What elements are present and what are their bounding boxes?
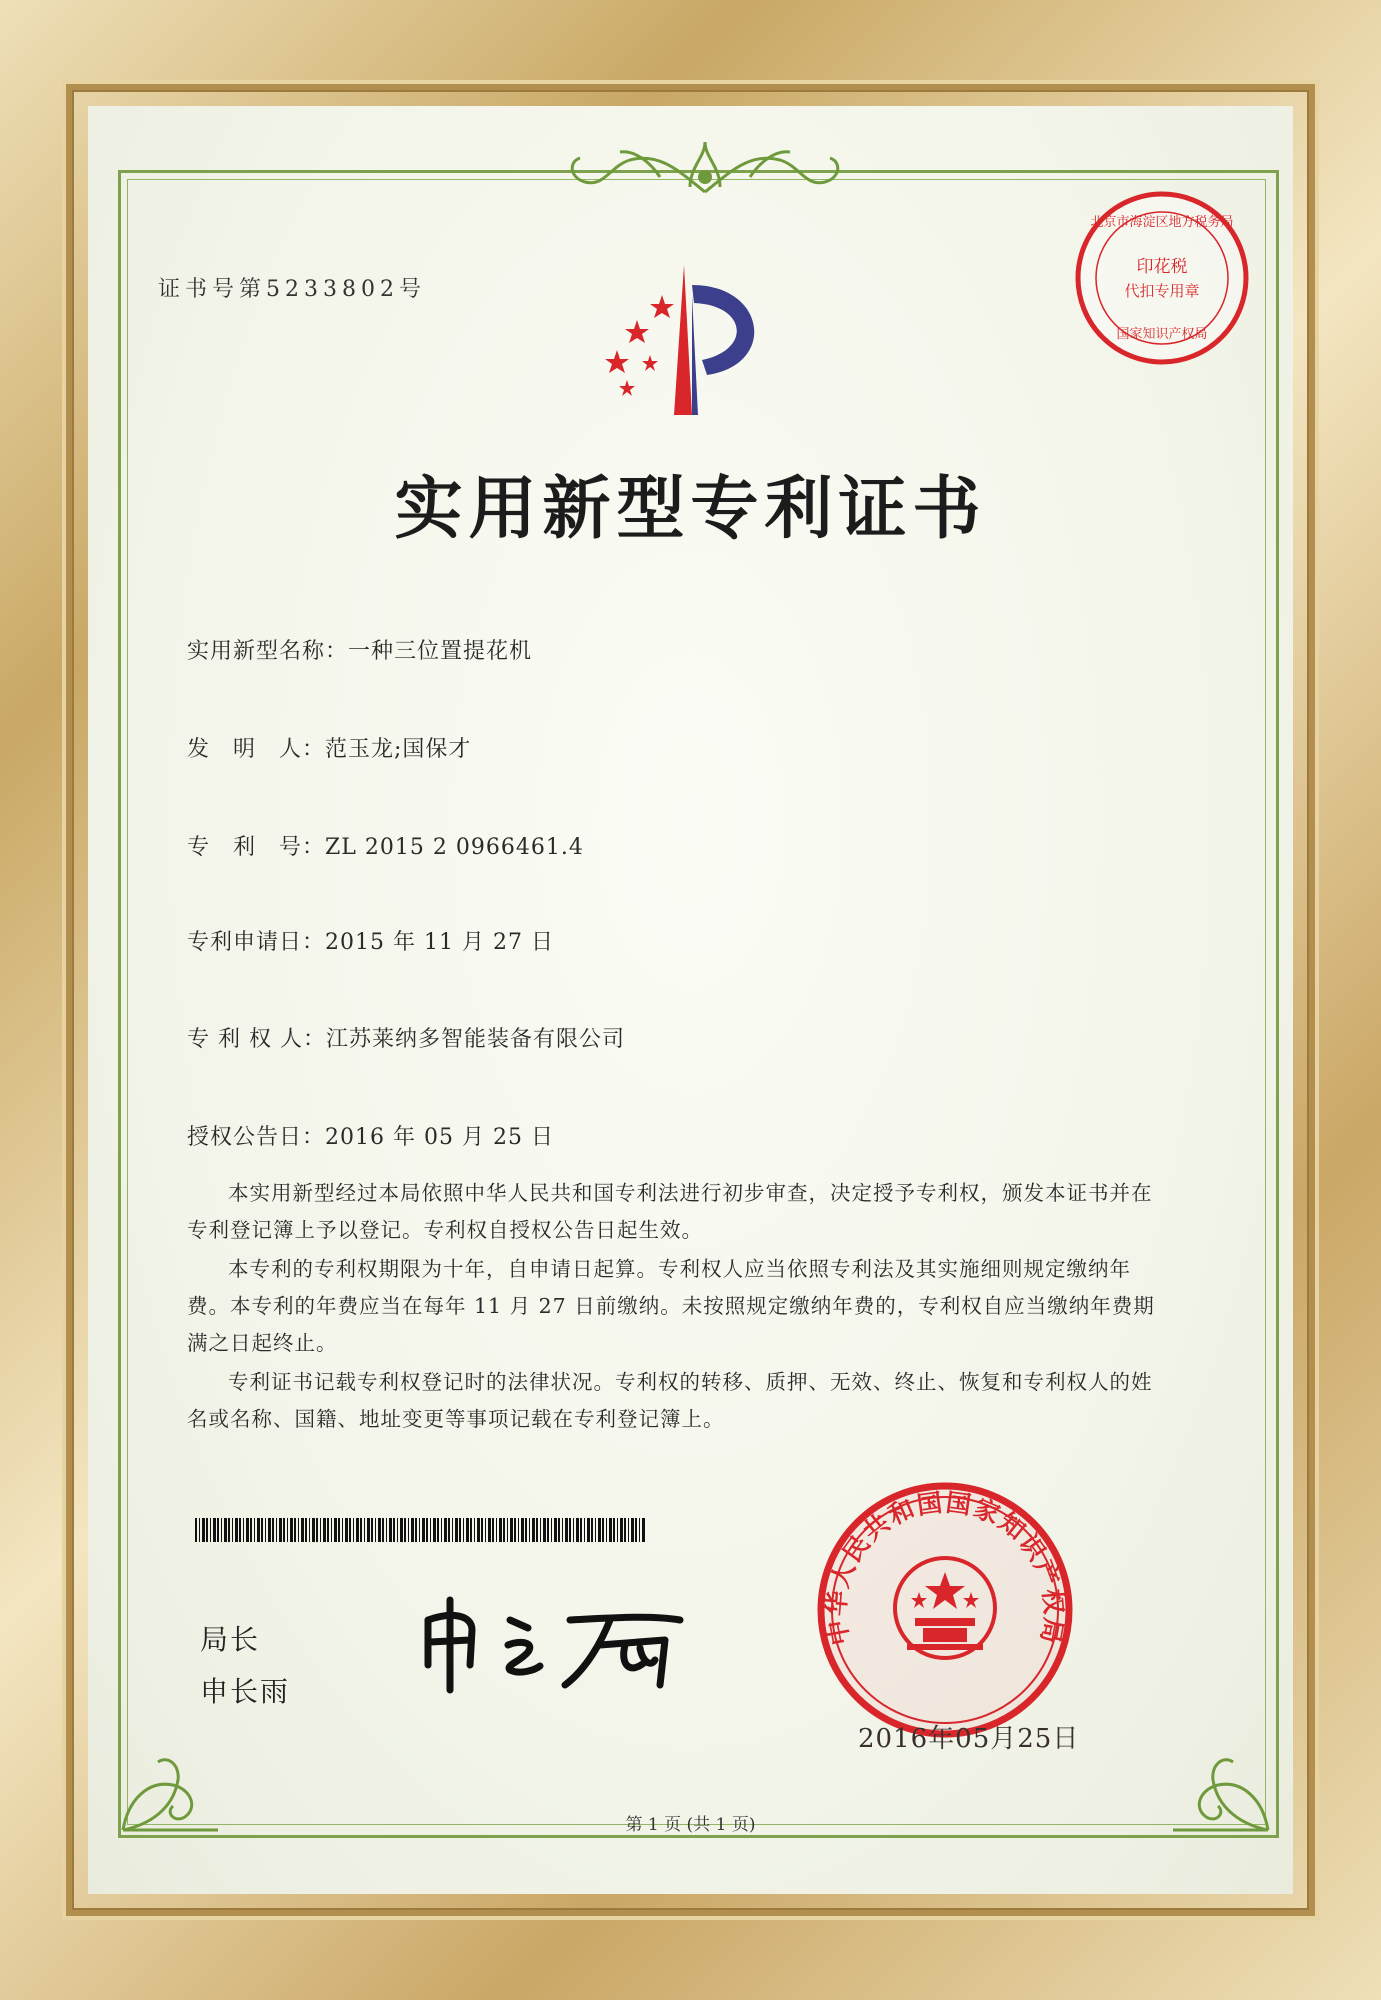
field-application-date: [187, 925, 554, 956]
field-label: 发 明 人：: [187, 737, 326, 762]
body-paragraph: 本专利的专利权期限为十年，自申请日起算。专利权人应当依照专利法及其实施细则规定缴纳年费。本专利的年费应当在每年 11 月 27 日前缴纳。未按照规定缴纳年费的，专利权自应当缴纳年费期满之日起终止。: [187, 1257, 1155, 1355]
patent-office-logo-icon: [592, 255, 802, 425]
field-value: 江苏莱纳多智能装备有限公司: [325, 1027, 625, 1052]
field-value: 2015 年 11 月 27 日: [325, 930, 554, 955]
field-utility-model-name: [187, 634, 532, 665]
national-ip-office-seal-icon: [815, 1480, 1075, 1740]
body-paragraph: 专利证书记载专利权登记时的法律状况。专利权的转移、质押、无效、终止、恢复和专利权人的姓名或名称、国籍、地址变更等事项记载在专利登记簿上。: [187, 1370, 1153, 1431]
field-label: 专 利 权 人：: [187, 1027, 326, 1052]
certificate-body-text: [187, 1175, 1167, 1440]
field-label: 专 利 号：: [187, 835, 326, 860]
page-number: 第 1 页 (共 1 页): [625, 1815, 756, 1835]
tax-stamp-seal-icon: [1072, 188, 1252, 368]
field-label: 授权公告日：: [187, 1125, 326, 1150]
field-patent-holder: [187, 1022, 625, 1053]
field-value: ZL 2015 2 0966461.4: [325, 835, 584, 860]
field-value: 范玉龙;国保才: [325, 737, 472, 762]
field-grant-date: [187, 1120, 554, 1151]
field-label: 实用新型名称：: [187, 639, 349, 664]
field-value: 一种三位置提花机: [348, 639, 533, 664]
barcode: [195, 1518, 645, 1542]
field-value: 2016 年 05 月 25 日: [325, 1125, 554, 1150]
tax-seal-bottom-text: 国家知识产权局: [1116, 327, 1208, 342]
certificate-number: 证书号第5233802号: [158, 277, 426, 302]
certificate-title: 实用新型专利证书: [394, 469, 987, 549]
certificate-border-inner: [127, 179, 1266, 1825]
seal-text: 中华人民共和国国家知识产权局: [821, 1487, 1069, 1648]
seal-date: 2016年05月25日: [858, 1724, 1080, 1754]
field-inventor: [187, 732, 471, 763]
director-name: 申长雨: [200, 1675, 291, 1708]
field-label: 专利申请日：: [187, 930, 326, 955]
field-patent-number: [187, 830, 584, 861]
director-signature-icon: [410, 1590, 710, 1700]
tax-seal-line1: 印花税: [1136, 257, 1188, 277]
body-paragraph: 本实用新型经过本局依照中华人民共和国专利法进行初步审查，决定授予专利权，颁发本证书并在专利登记簿上予以登记。专利权自授权公告日起生效。: [187, 1181, 1153, 1242]
tax-seal-outer-text: 北京市海淀区地方税务局: [1090, 215, 1234, 230]
top-scroll-ornament-icon: [540, 132, 870, 202]
tax-seal-line2: 代扣专用章: [1124, 282, 1200, 300]
director-title: 局长: [200, 1623, 261, 1656]
